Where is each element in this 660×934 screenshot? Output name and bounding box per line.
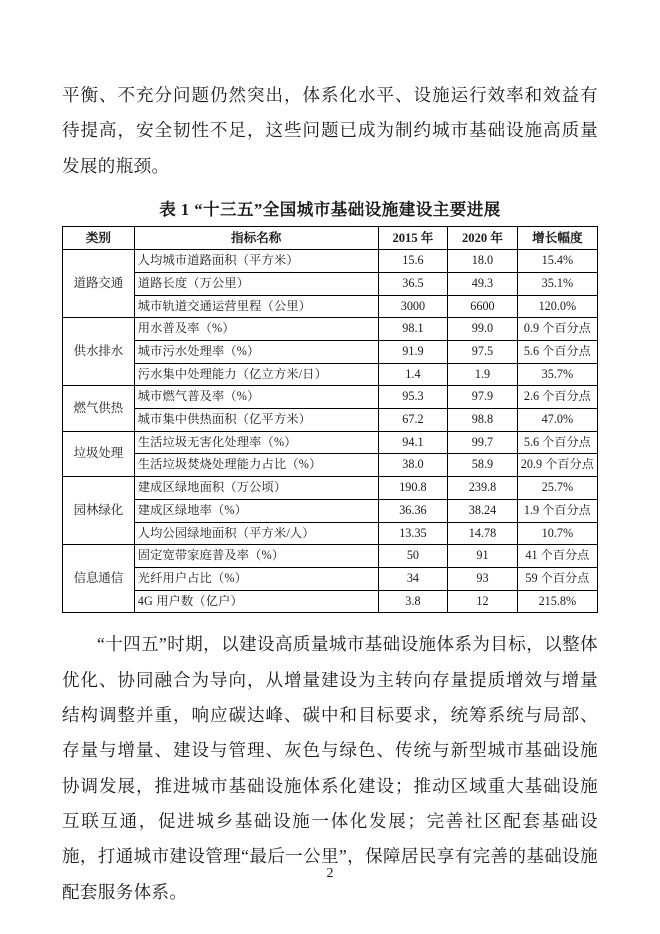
- cell-year-2015: 190.8: [378, 477, 448, 500]
- cell-year-2015: 94.1: [378, 431, 448, 454]
- cell-indicator: 人均城市道路面积（平方米）: [134, 250, 378, 273]
- cell-year-2015: 98.1: [378, 318, 448, 341]
- table-row: [63, 477, 598, 500]
- cell-indicator: 生活垃圾焚烧处理能力占比（%）: [134, 454, 378, 477]
- header-growth: 增长幅度: [517, 227, 597, 250]
- cell-year-2020: 93: [448, 567, 518, 590]
- cell-year-2015: 67.2: [378, 409, 448, 432]
- cell-category: 信息通信: [63, 545, 135, 613]
- cell-year-2015: 15.6: [378, 250, 448, 273]
- cell-indicator: 城市轨道交通运营里程（公里）: [134, 295, 378, 318]
- cell-year-2020: 58.9: [448, 454, 518, 477]
- cell-category: 供水排水: [63, 318, 135, 386]
- table-row: [63, 363, 598, 386]
- table-row: [63, 250, 598, 273]
- cell-year-2020: 6600: [448, 295, 518, 318]
- cell-indicator: 4G 用户数（亿户）: [134, 590, 378, 613]
- cell-indicator: 用水普及率（%）: [134, 318, 378, 341]
- cell-growth: 35.1%: [517, 272, 597, 295]
- table-row: [63, 545, 598, 568]
- cell-growth: 120.0%: [517, 295, 597, 318]
- cell-year-2015: 91.9: [378, 341, 448, 364]
- cell-growth: 5.6 个百分点: [517, 431, 597, 454]
- cell-year-2020: 239.8: [448, 477, 518, 500]
- cell-year-2015: 13.35: [378, 522, 448, 545]
- cell-year-2015: 1.4: [378, 363, 448, 386]
- table-row: [63, 386, 598, 409]
- cell-growth: 59 个百分点: [517, 567, 597, 590]
- cell-indicator: 生活垃圾无害化处理率（%）: [134, 431, 378, 454]
- cell-growth: 0.9 个百分点: [517, 318, 597, 341]
- cell-year-2015: 36.36: [378, 499, 448, 522]
- table-row: [63, 454, 598, 477]
- table-body: [63, 250, 598, 613]
- cell-year-2020: 12: [448, 590, 518, 613]
- header-year-2015: 2015 年: [378, 227, 448, 250]
- page-number: 2: [326, 866, 334, 881]
- cell-growth: 1.9 个百分点: [517, 499, 597, 522]
- table-row: [63, 431, 598, 454]
- cell-year-2020: 91: [448, 545, 518, 568]
- cell-year-2015: 95.3: [378, 386, 448, 409]
- table-row: [63, 295, 598, 318]
- cell-growth: 35.7%: [517, 363, 597, 386]
- cell-indicator: 城市污水处理率（%）: [134, 341, 378, 364]
- cell-year-2020: 18.0: [448, 250, 518, 273]
- bottom-paragraph: “十四五”时期，以建设高质量城市基础设施体系为目标，以整体优化、协同融合为导向，从增量建设为主转向存量提质增效与增量结构调整并重，响应碳达峰、碳中和目标要求，统筹系统与局部、存量与增量、建设与管理、灰色与绿色、传统与新型城市基础设施协调发展，推进城市基础设施体系化建设；推动区域重大基础设施互联互通，促进城乡基础设施一体化发展；完善社区配套基础设施，打通城市建设管理“最后一公里”，保障居民享有完善的基础设施配套服务体系。: [62, 634, 598, 902]
- cell-year-2015: 36.5: [378, 272, 448, 295]
- table-header-row: [63, 227, 598, 250]
- cell-growth: 20.9 个百分点: [517, 454, 597, 477]
- cell-year-2015: 3000: [378, 295, 448, 318]
- cell-year-2020: 14.78: [448, 522, 518, 545]
- cell-indicator: 城市集中供热面积（亿平方米）: [134, 409, 378, 432]
- cell-indicator: 固定宽带家庭普及率（%）: [134, 545, 378, 568]
- cell-year-2015: 3.8: [378, 590, 448, 613]
- table-row: [63, 590, 598, 613]
- cell-category: 燃气供热: [63, 386, 135, 431]
- table-caption: 表 1 “十三五”全国城市基础设施建设主要进展: [159, 200, 501, 220]
- cell-year-2020: 98.8: [448, 409, 518, 432]
- table-row: [63, 567, 598, 590]
- table-row: [63, 522, 598, 545]
- cell-growth: 47.0%: [517, 409, 597, 432]
- table-header: [63, 227, 598, 250]
- cell-growth: 2.6 个百分点: [517, 386, 597, 409]
- table-row: [63, 341, 598, 364]
- infrastructure-progress-table: [62, 226, 598, 613]
- cell-indicator: 城市燃气普及率（%）: [134, 386, 378, 409]
- cell-indicator: 污水集中处理能力（亿立方米/日）: [134, 363, 378, 386]
- cell-year-2020: 49.3: [448, 272, 518, 295]
- table-row: [63, 318, 598, 341]
- header-year-2020: 2020 年: [448, 227, 518, 250]
- cell-category: 道路交通: [63, 250, 135, 318]
- cell-growth: 25.7%: [517, 477, 597, 500]
- cell-indicator: 人均公园绿地面积（平方米/人）: [134, 522, 378, 545]
- cell-year-2020: 99.7: [448, 431, 518, 454]
- top-paragraph: 平衡、不充分问题仍然突出，体系化水平、设施运行效率和效益有待提高，安全韧性不足，这些问题已成为制约城市基础设施高质量发展的瓶颈。: [62, 85, 598, 176]
- cell-indicator: 道路长度（万公里）: [134, 272, 378, 295]
- cell-year-2020: 99.0: [448, 318, 518, 341]
- cell-year-2015: 38.0: [378, 454, 448, 477]
- cell-growth: 5.6 个百分点: [517, 341, 597, 364]
- cell-year-2020: 1.9: [448, 363, 518, 386]
- cell-growth: 215.8%: [517, 590, 597, 613]
- cell-category: 垃圾处理: [63, 431, 135, 476]
- cell-year-2020: 97.5: [448, 341, 518, 364]
- table-row: [63, 409, 598, 432]
- cell-growth: 41 个百分点: [517, 545, 597, 568]
- cell-year-2015: 50: [378, 545, 448, 568]
- header-indicator: 指标名称: [134, 227, 378, 250]
- table-row: [63, 272, 598, 295]
- header-category: 类别: [63, 227, 135, 250]
- cell-year-2020: 38.24: [448, 499, 518, 522]
- cell-indicator: 光纤用户占比（%）: [134, 567, 378, 590]
- cell-indicator: 建成区绿地率（%）: [134, 499, 378, 522]
- cell-growth: 15.4%: [517, 250, 597, 273]
- cell-year-2015: 34: [378, 567, 448, 590]
- cell-year-2020: 97.9: [448, 386, 518, 409]
- cell-growth: 10.7%: [517, 522, 597, 545]
- cell-category: 园林绿化: [63, 477, 135, 545]
- cell-indicator: 建成区绿地面积（万公顷）: [134, 477, 378, 500]
- table-row: [63, 499, 598, 522]
